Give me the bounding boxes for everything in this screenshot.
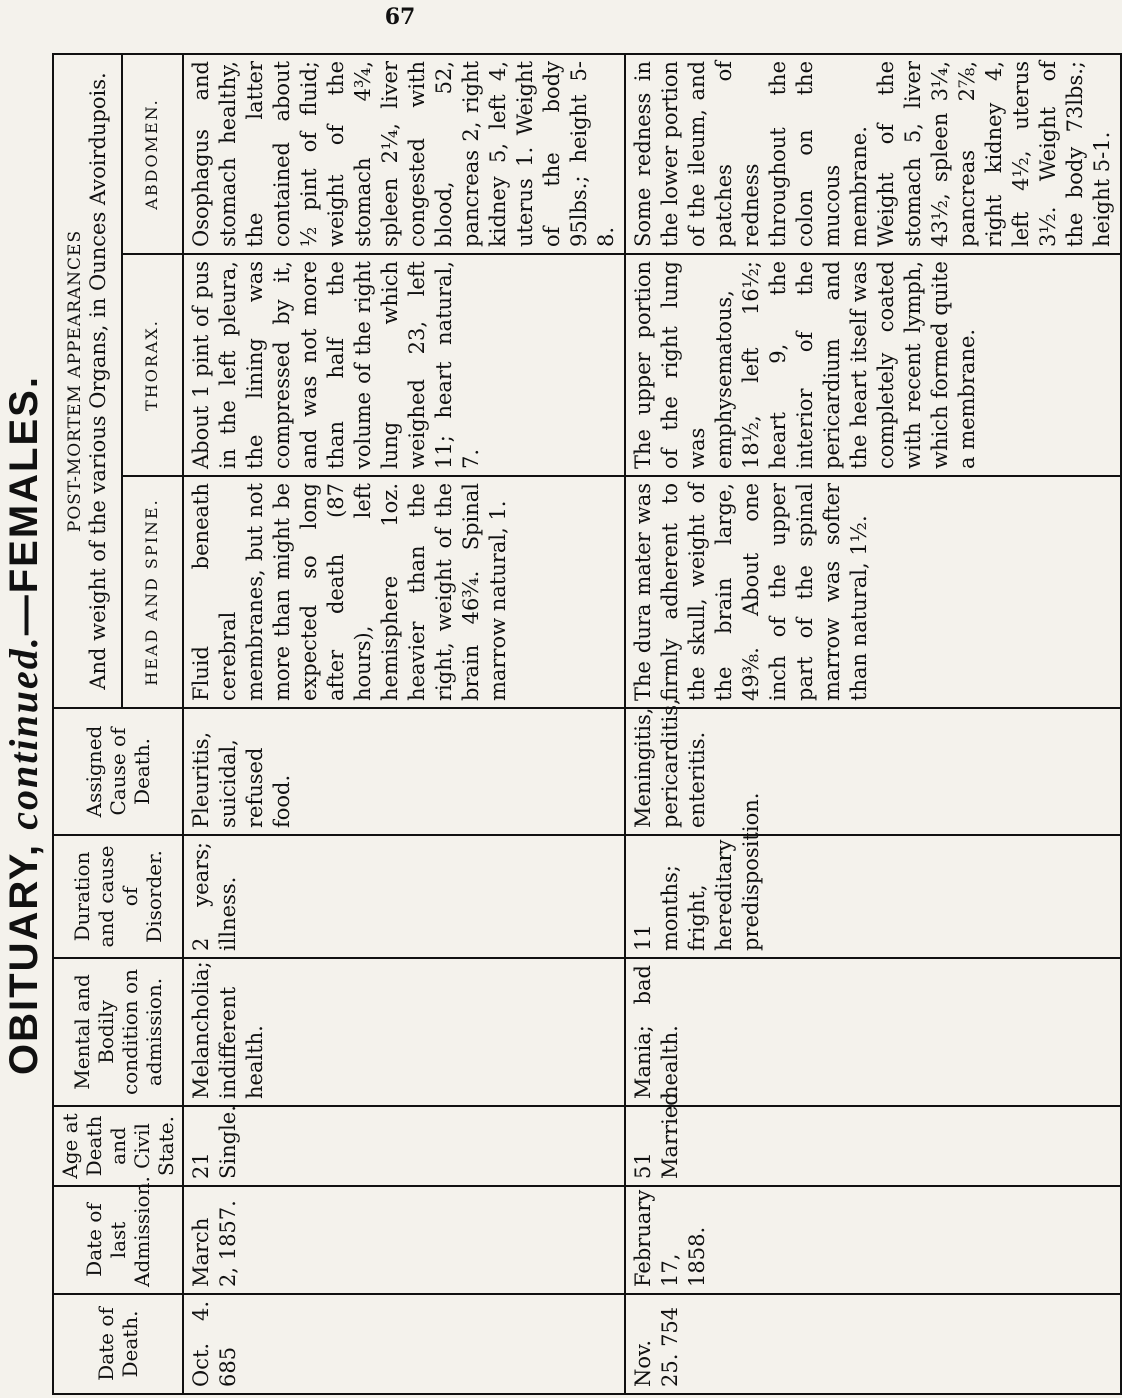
obituary-table — [52, 53, 1122, 1395]
header-head-spine: HEAD AND SPINE. — [122, 476, 183, 708]
cell-duration: 11 months; fright, hereditary predisposition. — [625, 835, 1121, 958]
cell-abdomen: Osophagus and stomach healthy, the latter contained about ½ pint of fluid; weight of the stomach 4¾, spleen 2¼, liver congested with blood, 52, pancreas 2, right kidney 5, left 4, uterus 1. Weight of the body 95lbs.; height 5-8. — [183, 54, 625, 254]
page-number: 67 — [384, 4, 416, 30]
cell-age-state: 21 Single. — [183, 1106, 625, 1186]
cell-assigned-cause: Pleuritis, suicidal, refused food. — [183, 708, 625, 835]
cell-date-of-admission: February 17, 1858. — [625, 1186, 1121, 1294]
header-thorax: THORAX. — [122, 254, 183, 476]
header-duration: Duration and cause of Disorder. — [53, 835, 183, 958]
cell-date-of-death: Oct. 4. 685 — [183, 1294, 625, 1394]
title-continued: continued. — [1, 635, 46, 830]
rotated-table-region — [1, 55, 1114, 1395]
cell-assigned-cause: Meningitis, pericarditis, enteritis. — [625, 708, 1121, 835]
header-mental-bodily: Mental and Bodily condition on admission. — [53, 958, 183, 1106]
table-row — [625, 54, 1121, 1394]
header-abdomen: ABDOMEN. — [122, 54, 183, 254]
cell-head-spine: The dura mater was firmly adherent to the skull, weight of the brain large, 49⅜. About one inch of the upper part of the spinal marrow was softer than natural, 1½. — [625, 476, 1121, 708]
table-row — [183, 54, 625, 1394]
cell-mental-bodily: Melancholia; indifferent health. — [183, 958, 625, 1106]
header-assigned-cause: Assigned Cause of Death. — [53, 708, 183, 835]
cell-thorax: About 1 pint of pus in the left pleura, the lining was compressed by it, and was not more than half the volume of the right lung which weighed 23, left 11; heart natural, 7. — [183, 254, 625, 476]
postmortem-subtitle: And weight of the various Organs, in Ounces Avoirdupois. — [86, 72, 111, 690]
cell-date-of-admission: March 2, 1857. — [183, 1186, 625, 1294]
header-date-of-admission: Date of last Admission. — [53, 1186, 183, 1294]
header-date-of-death: Date of Death. — [53, 1294, 183, 1394]
header-age-state: Age at Death and Civil State. — [53, 1106, 183, 1186]
cell-thorax: The upper portion of the right lung was emphysematous, 18½, left 16½; heart 9, the interior of the pericardium and the heart itself was completely coated with recent lymph, which formed quite a membrane. — [625, 254, 1121, 476]
cell-abdomen: Some redness in the lower portion of the ileum, and patches of redness throughout the colon on the mucous membrane. Weight of the stomach 5, liver 43½, spleen 3¼, pancreas 2⅞, right kidney 4, left 4½, uterus 3½. Weight of the body 73lbs.; height 5-1. — [625, 54, 1121, 254]
page-title — [0, 55, 48, 1395]
cell-age-state: 51 Married. — [625, 1106, 1121, 1186]
cell-date-of-death: Nov. 25. 754 — [625, 1294, 1121, 1394]
header-postmortem-group — [53, 54, 122, 708]
postmortem-title: POST-MORTEM APPEARANCES — [65, 229, 86, 533]
title-main: OBITUARY, — [2, 842, 46, 1075]
cell-duration: 2 years; illness. — [183, 835, 625, 958]
cell-head-spine: Fluid beneath cerebral membranes, but not more than might be expected so long after death (87 hours), left hemisphere 1oz. heavier than the right, weight of the brain 46¾. Spinal marrow natural, 1. — [183, 476, 625, 708]
title-suffix: —FEMALES. — [2, 375, 46, 636]
cell-mental-bodily: Mania; bad health. — [625, 958, 1121, 1106]
